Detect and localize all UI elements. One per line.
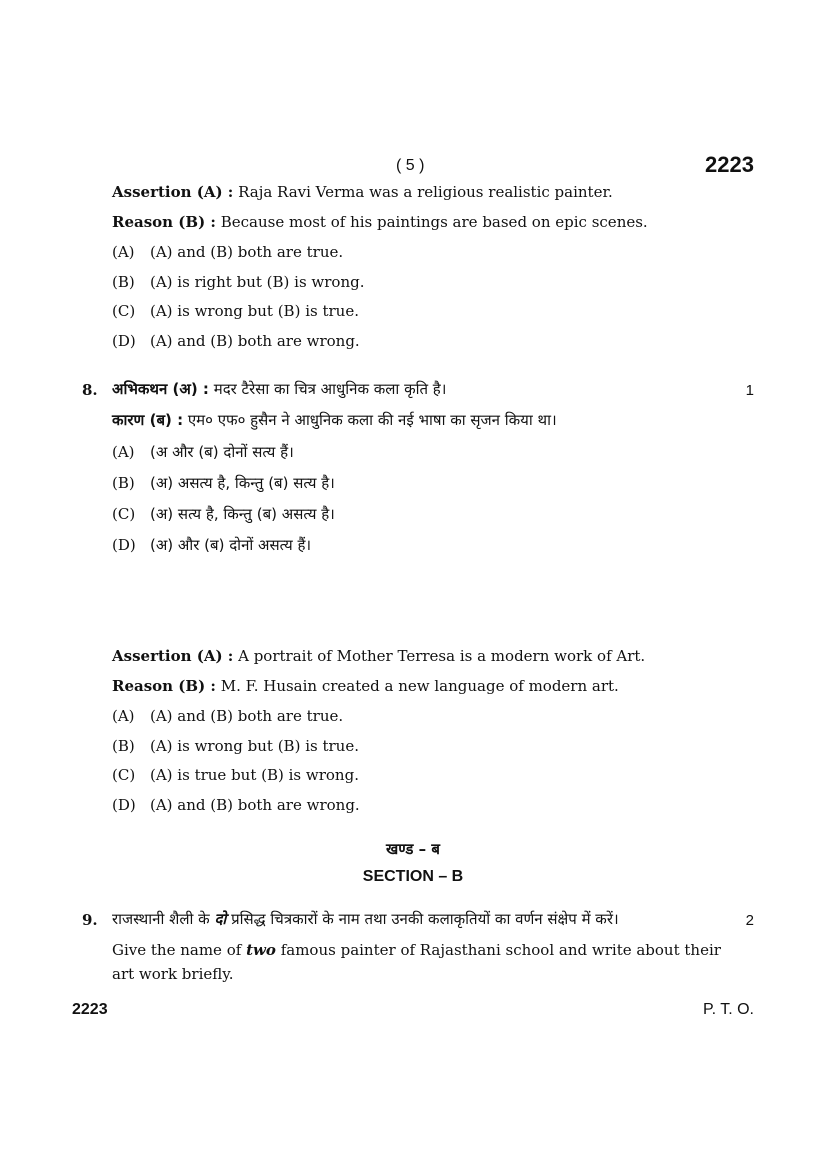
q8-option-d: (D) (A) and (B) both are wrong. [112,796,360,814]
q7-option-c: (C) (A) is wrong but (B) is true. [112,302,359,320]
q8-hindi-reason: कारण (ब) : एम० एफ० हुसैन ने आधुनिक कला की नई भाषा का सृजन किया था। [112,411,557,429]
q7-reason: Reason (B) : Because most of his paintings are based on epic scenes. [112,213,648,231]
q8-option-c: (C) (A) is true but (B) is wrong. [112,766,359,784]
q8-option-a: (A) (A) and (B) both are true. [112,707,344,725]
q8-reason: Reason (B) : M. F. Husain created a new language of modern art. [112,677,619,695]
q9-hindi-question: राजस्थानी शैली के दो प्रसिद्ध चित्रकारों के नाम तथा उनकी कलाकृतियों का वर्णन संक्षेप में करें। [112,910,619,928]
q9-english-question-line2: art work briefly. [112,965,234,983]
pto-label: P. T. O. [703,1001,754,1018]
section-title: SECTION – B [362,868,464,885]
q8-option-b: (B) (A) is wrong but (B) is true. [112,737,359,755]
section-hindi-title: खण्ड – ब [386,840,440,858]
q8-hindi-option-d: (D) (अ) और (ब) दोनों असत्य हैं। [112,536,312,554]
paper-code-header: 2223 [705,152,754,177]
q8-hindi-assertion: अभिकथन (अ) : मदर टैरेसा का चित्र आधुनिक कला कृति है। [112,380,447,398]
paper-code-footer: 2223 [72,1001,108,1018]
q8-marks: 1 [745,382,754,399]
q7-option-b: (B) (A) is right but (B) is wrong. [112,273,365,291]
q8-assertion: Assertion (A) : A portrait of Mother Terresa is a modern work of Art. [112,647,646,665]
q8-hindi-option-c: (C) (अ) सत्य है, किन्तु (ब) असत्य है। [112,505,335,523]
q7-assertion: Assertion (A) : Raja Ravi Verma was a religious realistic painter. [112,183,613,201]
page-number: ( 5 ) [396,157,425,174]
q7-option-a: (A) (A) and (B) both are true. [112,243,344,261]
q8-number: 8. [82,381,98,399]
q9-number: 9. [82,911,98,929]
q9-english-question: Give the name of two famous painter of Rajasthani school and write about their [112,941,721,959]
q8-hindi-option-a: (A) (अ और (ब) दोनों सत्य हैं। [112,443,294,461]
q7-option-d: (D) (A) and (B) both are wrong. [112,332,360,350]
q8-hindi-option-b: (B) (अ) असत्य है, किन्तु (ब) सत्य है। [112,474,335,492]
q9-marks: 2 [745,912,754,929]
